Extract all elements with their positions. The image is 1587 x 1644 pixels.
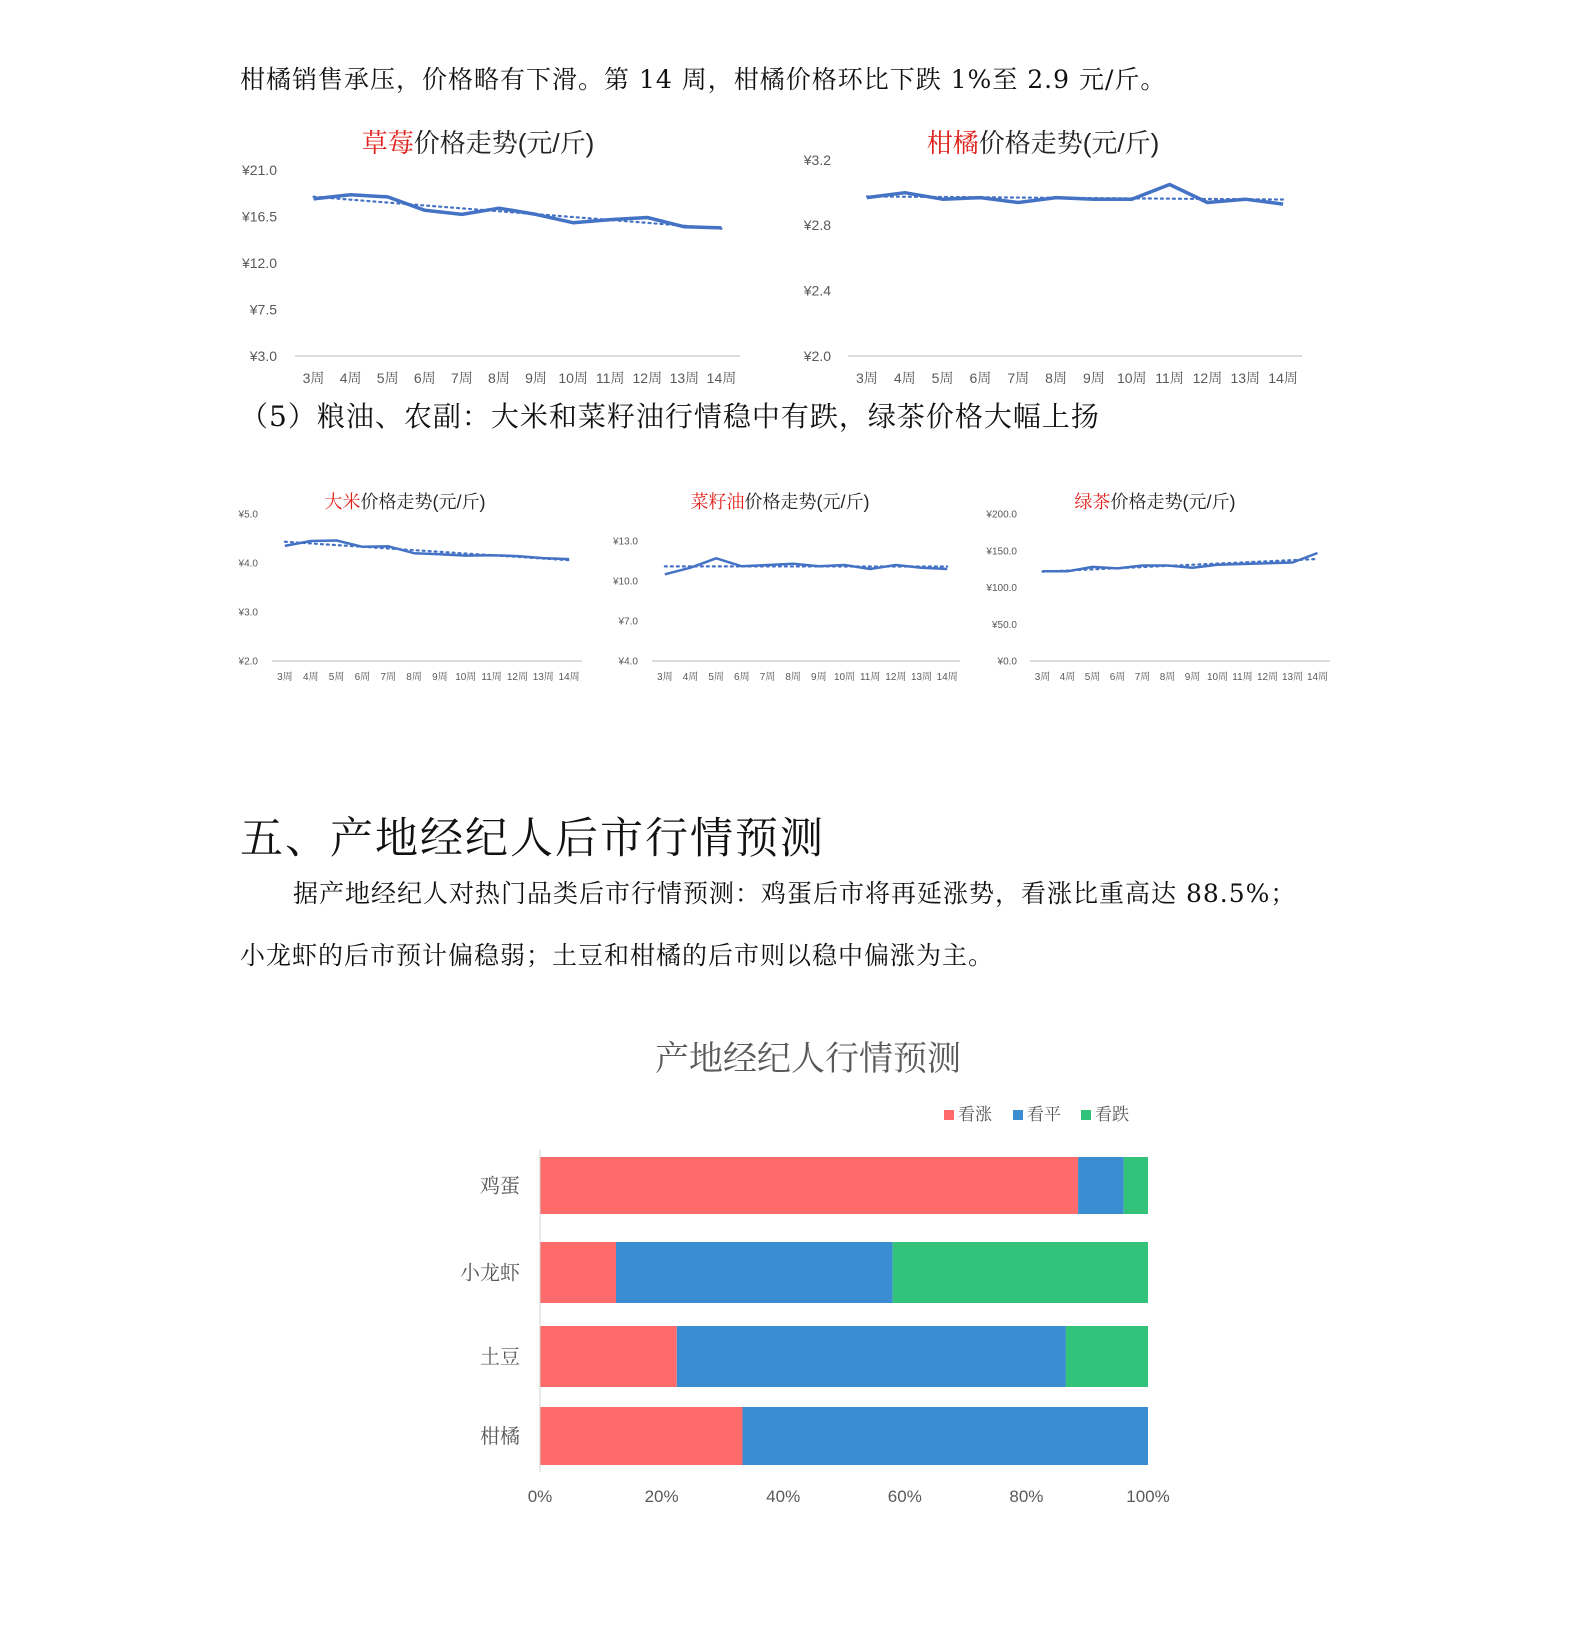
- y-tick-label: ¥10.0: [612, 576, 638, 588]
- x-tick-label: 11周: [595, 370, 625, 386]
- x-tick-label: 13周: [669, 370, 700, 386]
- x-tick-label: 11周: [481, 672, 502, 683]
- forecast-paragraph-line-1: 据产地经纪人对热门品类后市行情预测：鸡蛋后市将再延涨势，看涨比重高达 88.5%；: [293, 879, 1297, 908]
- x-tick-label: 40%: [766, 1487, 801, 1506]
- bar-segment: [1124, 1157, 1148, 1214]
- x-tick-label: 7周: [759, 672, 776, 683]
- x-tick-label: 6周: [413, 370, 436, 386]
- x-tick-label: 80%: [1009, 1487, 1044, 1506]
- x-tick-label: 12周: [506, 672, 528, 683]
- bar-segment: [540, 1242, 616, 1303]
- x-tick-label: 13周: [1230, 370, 1261, 386]
- x-tick-label: 9周: [525, 370, 547, 386]
- x-tick-label: 10周: [1116, 370, 1147, 386]
- x-tick-label: 12周: [885, 672, 907, 683]
- chart-title: [325, 492, 486, 512]
- x-tick-label: 9周: [811, 672, 827, 683]
- bar-segment: [677, 1326, 1066, 1387]
- price-line: [1043, 553, 1318, 571]
- x-tick-label: 6周: [354, 672, 371, 683]
- legend-swatch: [1081, 1110, 1091, 1120]
- x-tick-label: 12周: [1256, 672, 1279, 683]
- y-tick-label: ¥3.0: [238, 607, 258, 619]
- y-tick-label: ¥150.0: [986, 546, 1017, 558]
- y-tick-label: ¥50.0: [991, 619, 1017, 631]
- y-tick-label: ¥0.0: [997, 656, 1017, 668]
- x-tick-label: 12周: [632, 370, 663, 386]
- y-tick-label: ¥21.0: [241, 161, 277, 178]
- bar-segment: [616, 1242, 893, 1303]
- bar-segment: [893, 1242, 1148, 1303]
- x-tick-label: 14周: [558, 672, 580, 683]
- x-tick-label: 10周: [1206, 672, 1229, 683]
- x-tick-label: 5周: [1084, 672, 1101, 683]
- x-tick-label: 10周: [455, 672, 477, 683]
- x-tick-label: 9周: [432, 672, 448, 683]
- x-tick-label: 0%: [527, 1487, 553, 1506]
- x-tick-label: 13周: [532, 672, 554, 683]
- y-tick-label: ¥16.5: [241, 208, 277, 225]
- y-tick-label: ¥200.0: [986, 509, 1017, 521]
- x-tick-label: 60%: [887, 1487, 922, 1506]
- x-tick-label: 4周: [302, 672, 319, 683]
- y-tick-label: ¥2.4: [803, 282, 831, 299]
- x-tick-label: 6周: [1109, 672, 1126, 683]
- line-chart-5: [985, 492, 1330, 683]
- y-tick-label: ¥2.0: [238, 656, 258, 668]
- chart-title-highlight: 草莓: [361, 128, 414, 158]
- x-tick-label: 14周: [936, 672, 958, 683]
- price-line: [285, 541, 569, 560]
- line-chart-2: [803, 128, 1302, 386]
- x-tick-label: 5周: [931, 370, 954, 386]
- section-5-title: （5）粮油、农副：大米和菜籽油行情稳中有跌，绿茶价格大幅上扬: [240, 400, 1100, 433]
- intro-line: 柑橘销售承压，价格略有下滑。第 14 周，柑橘价格环比下跌 1%至 2.9 元/斤。: [240, 65, 1167, 94]
- y-tick-label: ¥7.0: [618, 616, 638, 628]
- y-tick-label: ¥100.0: [986, 583, 1017, 594]
- x-tick-label: 4周: [1059, 672, 1076, 683]
- legend-label: 看跌: [1095, 1105, 1129, 1124]
- chart-title-highlight: 柑橘: [926, 128, 979, 158]
- chart-title-rest: 价格走势(元/斤): [978, 128, 1160, 158]
- chart-title-highlight: 大米: [324, 492, 361, 512]
- bar-segment: [540, 1157, 1078, 1214]
- x-tick-label: 5周: [708, 672, 724, 683]
- x-tick-label: 5周: [328, 672, 345, 683]
- x-tick-label: 7周: [1134, 672, 1151, 683]
- line-chart-3: [238, 492, 582, 683]
- x-tick-label: 7周: [450, 370, 473, 386]
- x-tick-label: 7周: [380, 672, 397, 683]
- x-tick-label: 10周: [833, 672, 856, 683]
- chart-title-rest: 价格走势(元/斤): [413, 128, 595, 158]
- x-tick-label: 4周: [893, 370, 916, 386]
- y-tick-label: ¥3.0: [249, 347, 277, 364]
- bar-segment: [540, 1326, 677, 1387]
- bar-segment: [540, 1407, 742, 1465]
- x-tick-label: 9周: [1184, 672, 1201, 683]
- chart-title: [1075, 492, 1236, 512]
- legend-label: 看平: [1027, 1105, 1061, 1124]
- x-tick-label: 8周: [785, 672, 801, 683]
- line-chart-1: [241, 128, 740, 386]
- y-tick-label: ¥2.0: [803, 347, 831, 364]
- price-line: [867, 185, 1283, 205]
- bar-segment: [742, 1407, 1148, 1465]
- x-tick-label: 11周: [1155, 370, 1184, 386]
- x-tick-label: 6周: [969, 370, 992, 386]
- x-tick-label: 11周: [859, 672, 881, 683]
- chart-title: [927, 128, 1160, 158]
- chart-title-rest: 价格走势(元/斤): [744, 492, 870, 512]
- x-tick-label: 4周: [339, 370, 362, 386]
- y-tick-label: ¥7.5: [249, 301, 277, 318]
- x-tick-label: 4周: [682, 672, 699, 683]
- category-label: 土豆: [480, 1346, 520, 1369]
- x-tick-label: 3周: [657, 672, 673, 683]
- y-tick-label: ¥2.8: [803, 217, 831, 234]
- bar-segment: [1078, 1157, 1124, 1214]
- x-tick-label: 12周: [1192, 370, 1223, 386]
- x-tick-label: 13周: [1281, 672, 1304, 683]
- x-tick-label: 100%: [1126, 1487, 1170, 1506]
- chart-title-rest: 价格走势(元/斤): [360, 492, 486, 512]
- category-label: 鸡蛋: [480, 1175, 520, 1198]
- y-tick-label: ¥3.2: [803, 151, 831, 168]
- x-tick-label: 10周: [558, 370, 588, 386]
- line-chart-4: [612, 492, 960, 683]
- bar-segment: [1066, 1326, 1148, 1387]
- x-tick-label: 9周: [1083, 370, 1105, 386]
- y-tick-label: ¥13.0: [612, 536, 638, 548]
- chart-title: [691, 492, 870, 512]
- chart-title-highlight: 菜籽油: [690, 492, 745, 512]
- x-tick-label: 6周: [734, 672, 750, 683]
- stacked-bar-chart: [460, 1040, 1170, 1506]
- x-tick-label: 7周: [1007, 370, 1030, 386]
- category-label: 柑橘: [480, 1426, 520, 1448]
- legend-label: 看涨: [958, 1105, 992, 1124]
- legend-swatch: [1013, 1110, 1023, 1120]
- x-tick-label: 14周: [706, 370, 737, 386]
- x-tick-label: 8周: [1159, 672, 1176, 683]
- trendline: [1043, 559, 1318, 572]
- category-label: 小龙虾: [460, 1262, 520, 1285]
- legend-swatch: [944, 1110, 954, 1120]
- x-tick-label: 5周: [376, 370, 399, 386]
- x-tick-label: 3周: [277, 672, 293, 683]
- x-tick-label: 13周: [910, 672, 933, 683]
- x-tick-label: 11周: [1232, 672, 1253, 683]
- chart-title-rest: 价格走势(元/斤): [1110, 492, 1236, 512]
- chart-title-highlight: 绿茶: [1074, 492, 1111, 512]
- x-tick-label: 14周: [1306, 672, 1329, 683]
- section-heading: 五、产地经纪人后市行情预测: [240, 814, 825, 864]
- x-tick-label: 20%: [644, 1487, 679, 1506]
- y-tick-label: ¥4.0: [618, 656, 638, 668]
- y-tick-label: ¥5.0: [238, 509, 258, 521]
- y-tick-label: ¥12.0: [241, 254, 277, 271]
- y-tick-label: ¥4.0: [238, 558, 258, 570]
- forecast-paragraph-line-2: 小龙虾的后市预计偏稳弱；土豆和柑橘的后市则以稳中偏涨为主。: [240, 941, 995, 970]
- x-tick-label: 8周: [488, 370, 510, 386]
- x-tick-label: 3周: [302, 370, 325, 386]
- x-tick-label: 8周: [406, 672, 422, 683]
- chart-title: [362, 128, 595, 158]
- x-tick-label: 3周: [1034, 672, 1051, 683]
- x-tick-label: 8周: [1045, 370, 1067, 386]
- bar-chart-title: 产地经纪人行情预测: [655, 1040, 961, 1078]
- x-tick-label: 3周: [856, 370, 878, 386]
- x-tick-label: 14周: [1268, 370, 1298, 386]
